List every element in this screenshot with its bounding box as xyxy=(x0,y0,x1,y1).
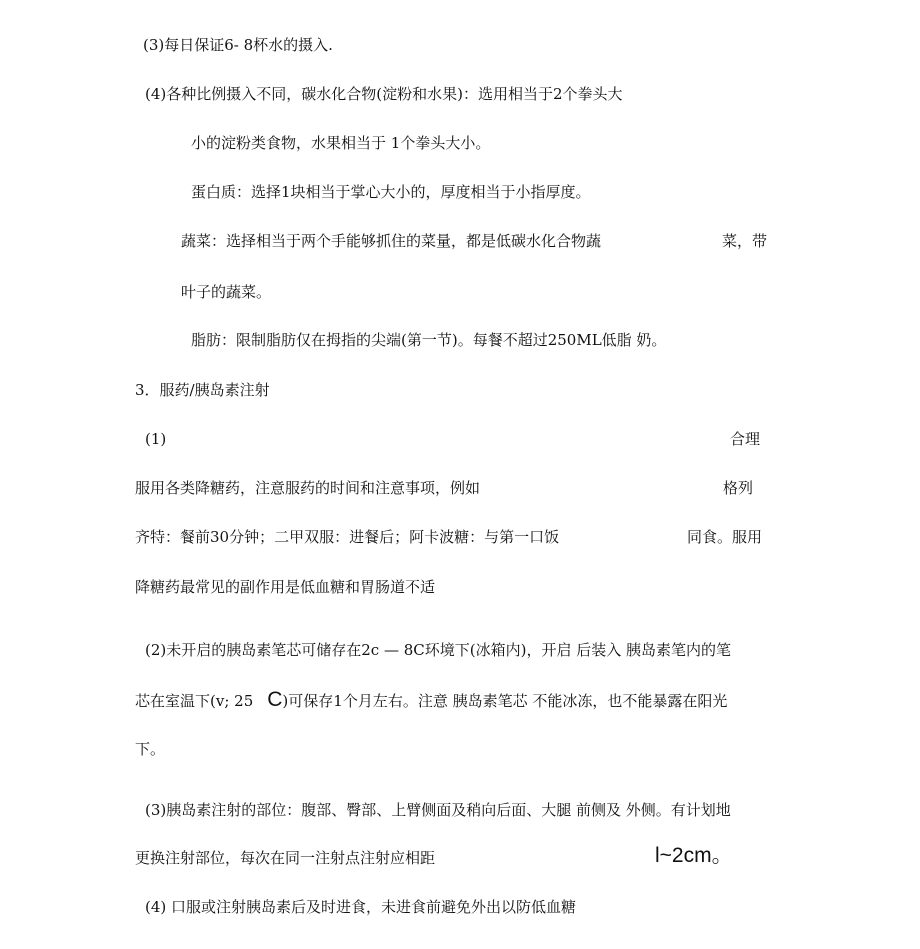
text-line: l~2cm。 xyxy=(655,844,733,867)
text-line: (4) 口服或注射胰岛素后及时进食，未进食前避免外出以防低血糖 xyxy=(145,898,577,916)
text-line: (3)胰岛素注射的部位：腹部、臀部、上臂侧面及稍向后面、大腿 前侧及 外侧。有计划地 xyxy=(145,801,731,819)
text-line: (1) xyxy=(145,430,167,448)
text-line: 齐特：餐前30分钟；二甲双服：进餐后；阿卡波糖：与第一口饭 xyxy=(135,528,560,546)
text-line: 下。 xyxy=(135,740,166,758)
text-line: 格列 xyxy=(723,479,754,497)
text-fragment: 芯在室温下(v; 25 xyxy=(135,692,254,710)
text-fragment: )可保存1个月左右。注意 胰岛素笔芯 不能冰冻，也不能暴露在阳光 xyxy=(282,692,728,710)
text-line: 脂肪：限制脂肪仅在拇指的尖端(第一节)。每餐不超过250ML低脂 奶。 xyxy=(191,331,667,349)
text-line: (4)各种比例摄入不同，碳水化合物(淀粉和水果)：选用相当于2个拳头大 xyxy=(145,85,623,103)
text-line: 蔬菜：选择相当于两个手能够抓住的菜量，都是低碳水化合物蔬 xyxy=(181,232,602,250)
text-line: 降糖药最常见的副作用是低血糖和胃肠道不适 xyxy=(135,578,436,596)
text-line: (3)每日保证6- 8杯水的摄入. xyxy=(143,36,333,54)
text-line: 蛋白质：选择1块相当于掌心大小的，厚度相当于小指厚度。 xyxy=(191,183,591,201)
text-line: 服用各类降糖药，注意服药的时间和注意事项，例如 xyxy=(135,479,481,497)
text-line: 同食。服用 xyxy=(687,528,763,546)
text-fragment: C xyxy=(267,688,283,711)
text-line: 小的淀粉类食物，水果相当于 1个拳头大小。 xyxy=(191,134,491,152)
text-line: 合理 xyxy=(730,430,761,448)
text-line: 菜，带 xyxy=(722,232,768,250)
section-heading: 3．服药/胰岛素注射 xyxy=(135,381,270,399)
text-line: (2)未开启的胰岛素笔芯可储存在2c — 8C环境下(冰箱内)，开启 后装入 胰岛素笔内的笔 xyxy=(145,641,731,659)
text-line: 叶子的蔬菜。 xyxy=(181,283,272,301)
text-line xyxy=(135,690,727,711)
text-line: 更换注射部位，每次在同一注射点注射应相距 xyxy=(135,849,436,867)
